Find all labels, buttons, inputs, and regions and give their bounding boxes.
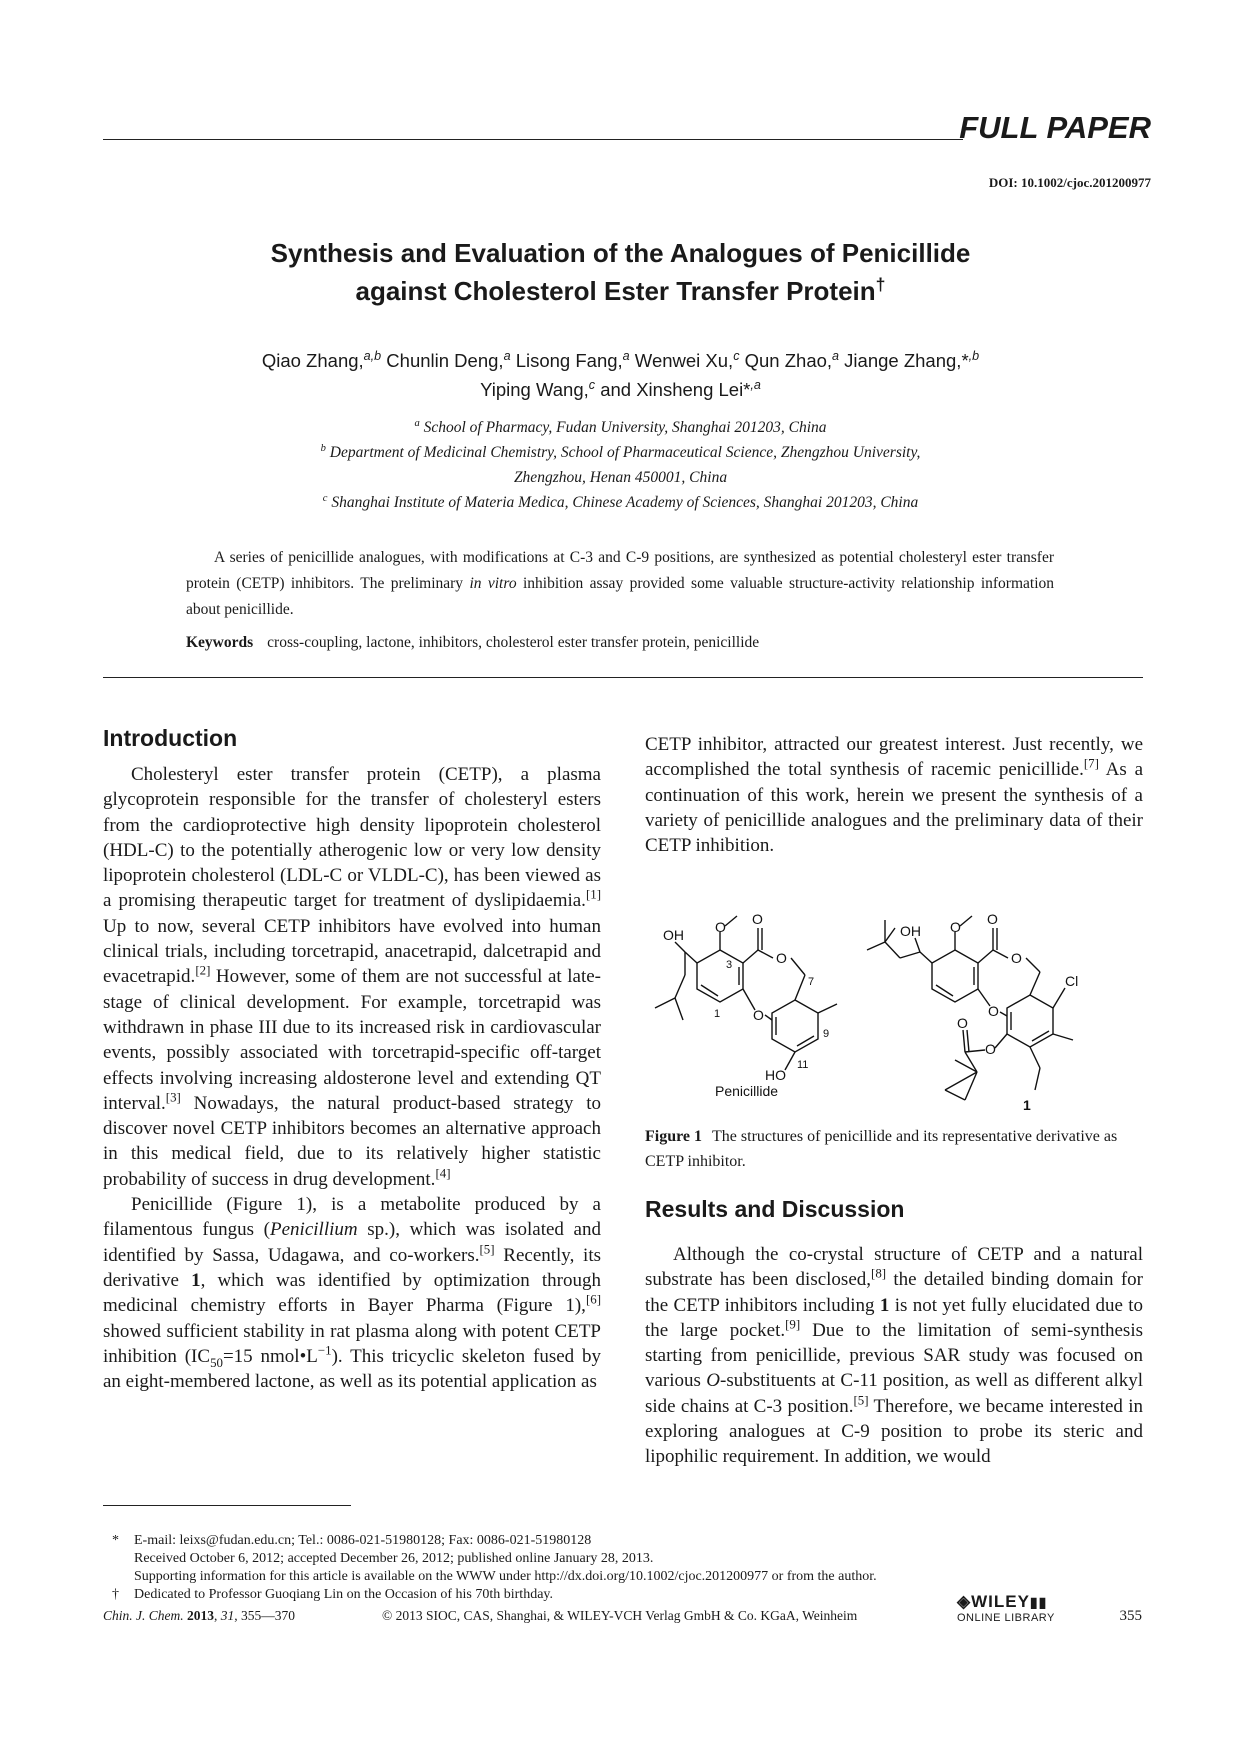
penicillide-lactone-o: O [776, 950, 787, 966]
compound1-oh: OH [900, 923, 921, 939]
footnote-received: Received October 6, 2012; accepted December 26, 2012; published online January 28, 2013. [134, 1551, 654, 1566]
compound1-chlorine: Cl [1065, 973, 1079, 989]
intro-paragraph-2: Penicillide (Figure 1), is a metabolite produced by a filamentous fungus (Penicillium sp.), which was isolated and identified by Sassa, Udagawa, and co-workers.[5] Recently, its derivative 1, which was identified by optimization through medicinal chemistry efforts in Bayer Pharma (Figure 1),[6] showed sufficient stability in rat plasma along with potent CETP inhibition ($IC_{50}=15$ $nmol•L^{-1}$). This tricyclic skeleton fused by an eight-membered lactone, as well as its potential application as [103, 1194, 602, 1393]
penicillide-carbonyl-o: O [752, 911, 763, 927]
authors [0, 346, 1241, 404]
label-c7: 7 [808, 976, 815, 988]
penicillide-ho: HO [765, 1067, 786, 1083]
keywords [186, 634, 759, 652]
title-line-2: against Cholesterol Ester Transfer Protein† [355, 274, 886, 306]
compound1-ester-carbonyl-o: O [957, 1015, 968, 1031]
compound1-carbonyl-o: O [987, 911, 998, 927]
right-column-bottom [645, 1242, 1143, 1470]
wiley-books-icon: ▮▮ [1029, 1594, 1048, 1610]
dagger-mark: † [875, 274, 886, 295]
paper-title [0, 234, 1241, 310]
compound1-number: 1 [1023, 1097, 1031, 1110]
label-c3: 3 [726, 959, 733, 971]
abstract: A series of penicillide analogues, with modifications at C-3 and C-9 positions, are synthesized as potential cholesteryl ester transfer protein (CETP) inhibitors. The preliminary in vitro inhibition assay provided some valuable structure-activity relationship information about penicillide. [186, 549, 1054, 618]
wiley-logo-icon: ◈ [957, 1592, 972, 1611]
doi: DOI: 10.1002/cjoc.201200977 [988, 175, 1151, 190]
penicillide-methoxy-o: O [715, 919, 726, 935]
affiliation-b: $^b$ Department of Medicinal Chemistry, School of Pharmaceutical Science, Zhengzhou University, [320, 442, 921, 461]
footnote-email: * E-mail: leixs@fudan.edu.cn; Tel.: 0086-021-51980128; Fax: 0086-021-51980128 [112, 1533, 592, 1548]
compound1-ether-o: O [988, 1003, 999, 1019]
footnote-rule [103, 1505, 351, 1506]
compound1-methoxy-o: O [950, 919, 961, 935]
affiliation-b-cont: Zhengzhou, Henan 450001, China [513, 469, 728, 486]
compound1-lactone-o: O [1011, 950, 1022, 966]
keywords-text: cross-coupling, lactone, inhibitors, cholesterol ester transfer protein, penicillide [267, 634, 760, 651]
penicillide-name: Penicillide [715, 1083, 779, 1099]
affiliation-a: $^a$ School of Pharmacy, Fudan University, Shanghai 201203, China [414, 417, 827, 436]
page-number: 355 [1119, 1608, 1142, 1624]
figure-1-caption [645, 1124, 1143, 1174]
heading-results: Results and Discussion [645, 1196, 905, 1222]
authors-line-1: Qiao Zhang,$^{a,b}$ Chunlin Deng,$^a$ Lisong Fang,$^a$ Wenwei Xu,$^c$ Qun Zhao,$^a$ Jiange Zhang,*$^{,b}$ [261, 348, 980, 371]
compound-1-structure [867, 911, 1078, 1110]
footnote-dedication: † Dedicated to Professor Guoqiang Lin on the Occasion of his 70th birthday. [112, 1587, 554, 1602]
footer-citation: Chin. J. Chem. 2013, 31, 355—370 [103, 1608, 295, 1623]
intro-paragraph-2-cont: CETP inhibitor, attracted our greatest interest. Just recently, we accomplished the total synthesis of racemic penicillide.[7] As a continuation of this work, herein we present the synthesis of a variety of penicillide analogues and the preliminary data of their CETP inhibition. [645, 734, 1143, 857]
header-rule [103, 139, 963, 140]
keywords-label: Keywords [186, 634, 254, 651]
penicillide-structure [655, 911, 837, 1099]
results-paragraph-1: Although the co-crystal structure of CETP and a natural substrate has been disclosed,[8] the detailed binding domain for the CETP inhibitors including 1 is not yet fully elucidated due to the large pocket.[9] Due to the limitation of semi-synthesis starting from penicillide, previous SAR study was focused on various O-substituents at C-11 position, as well as different alkyl side chains at C-3 position.[5] Therefore, we became interested in exploring analogues at C-9 position to probe its steric and lipophilic requirement. In addition, we would [645, 1244, 1144, 1468]
affiliation-c: $^c$ Shanghai Institute of Materia Medica, Chinese Academy of Sciences, Shanghai 201203, China [322, 492, 919, 511]
figure-label: Figure 1 [645, 1128, 703, 1145]
label-c9: 9 [823, 1028, 830, 1040]
label-c11: 11 [797, 1059, 809, 1071]
footnote-supporting: Supporting information for this article is available on the WWW under http://dx.doi.org/10.1002/cjoc.201200977 or from the author. [134, 1569, 877, 1584]
penicillide-oh: OH [663, 927, 684, 943]
heading-introduction: Introduction [103, 725, 238, 751]
title-line-1: Synthesis and Evaluation of the Analogues of Penicillide [270, 238, 971, 268]
footer-copyright: © 2013 SIOC, CAS, Shanghai, & WILEY-VCH Verlag GmbH & Co. KGaA, Weinheim [382, 1608, 858, 1623]
figure-1-structures [645, 900, 1143, 1110]
right-column-top [645, 732, 1143, 858]
intro-paragraph-1: Cholesteryl ester transfer protein (CETP), a plasma glycoprotein responsible for the transfer of cholesteryl esters from the cardioprotective high density lipoprotein cholesterol (HDL-C) to the potentially atherogenic low or very low density lipoprotein cholesterol (LDL-C or VLDL-C), has been viewed as a promising therapeutic target for treatment of dyslipidaemia.[1] Up to now, several CETP inhibitors have evolved into human clinical trials, including torcetrapid, anacetrapid, dalcetrapid and evacetrapid.[2] However, some of them are not successful at late-stage of clinical development. For example, torcetrapid was withdrawn in phase III due to its increased risk in cardiovascular events, possibly associated with torcetrapid-specific off-target effects involving increasing aldosterone level and extending QT interval.[3] Nowadays, the natural product-based strategy to discover novel CETP inhibitors becomes an alternative approach in this medical field, due to its relatively higher statistic probability of success in drug development.[4] [103, 764, 601, 1190]
abstract-rule [103, 677, 1143, 678]
affiliations [0, 415, 1241, 515]
label-c1: 1 [714, 1008, 721, 1020]
wiley-logo: ◈WILEY▮▮ ONLINE LIBRARY [957, 1592, 1055, 1624]
penicillide-ether-o: O [753, 1007, 764, 1023]
authors-line-2: Yiping Wang,$^c$ and Xinsheng Lei*$^{,a}$ [480, 377, 761, 400]
section-label: FULL PAPER [959, 110, 1151, 145]
left-column [103, 762, 601, 1394]
figure-caption-text: The structures of penicillide and its representative derivative as CETP inhibitor. [645, 1128, 1118, 1170]
compound1-ester-o: O [985, 1041, 996, 1057]
